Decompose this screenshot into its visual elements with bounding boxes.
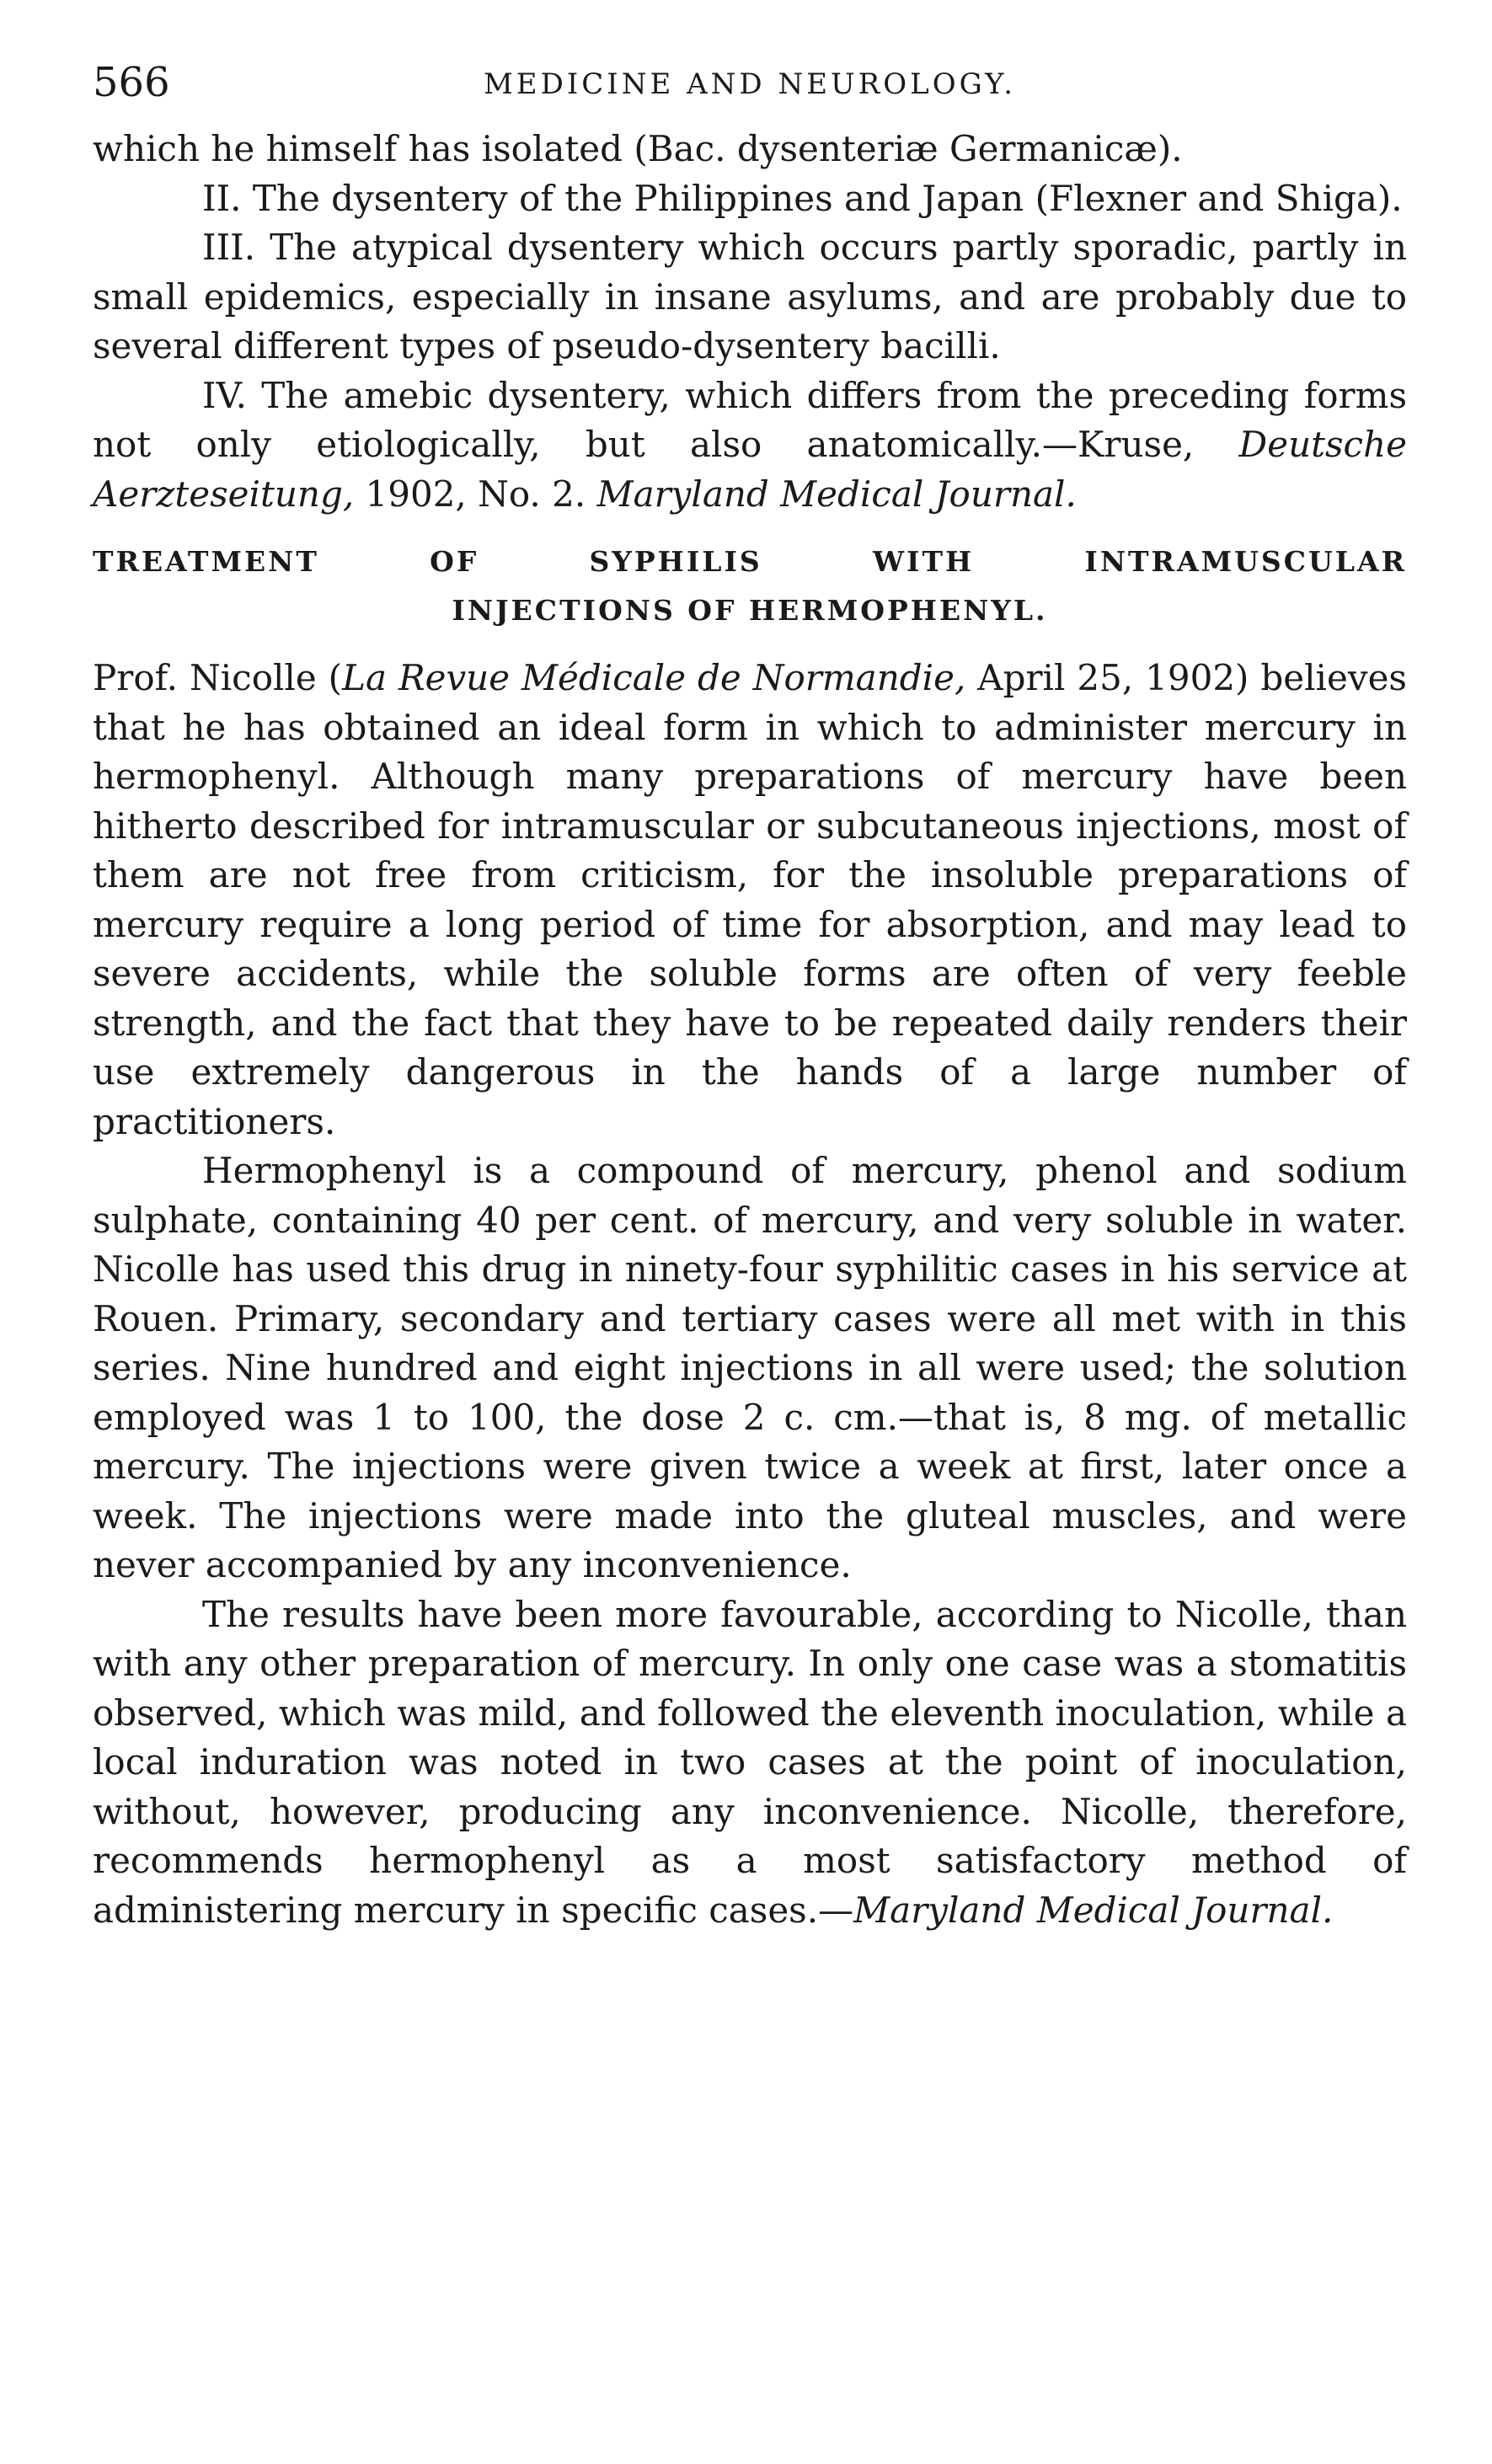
- paragraph: II. The dysentery of the Philippines and Japan (Flexner and Shiga).: [202, 177, 1403, 219]
- paragraph-text: Prof. Nicolle (: [93, 657, 343, 698]
- paragraph: [93, 654, 1407, 1146]
- journal-citation: Maryland Medical Journal.: [596, 473, 1077, 515]
- citation-details: 1902, No. 2.: [354, 473, 597, 515]
- dysentery-article-continuation: [93, 125, 1407, 519]
- heading-line: INJECTIONS OF HERMOPHENYL.: [452, 594, 1048, 627]
- paragraph-text: The results have been more favourable, according to Nicolle, than with any other preparation of mercury. In only one case was a stomatitis observed, which was mild, and followed the eleventh inoculation, while a local induration was noted in two cases at the point of inoculation, without, however, producing any inconvenience. Nicolle, therefore, recommends hermophenyl as a most satisfactory method of administering mercury in specific cases.—: [93, 1593, 1407, 1931]
- running-title: MEDICINE AND NEUROLOGY.: [483, 67, 1017, 101]
- syphilis-article: [93, 654, 1407, 1935]
- book-page: [93, 51, 1407, 1935]
- journal-citation: Deutsche Aerzteseitung,: [93, 424, 1407, 515]
- heading-line: TREATMENT OF SYPHILIS WITH INTRAMUSCULAR: [93, 545, 1407, 578]
- journal-citation: Maryland Medical Journal.: [853, 1889, 1334, 1931]
- running-head: [93, 51, 1407, 110]
- page-number: 566: [93, 59, 170, 106]
- paragraph: [93, 1590, 1407, 1936]
- article-heading: [93, 537, 1407, 635]
- paragraph-text: April 25, 1902) believes that he has obtained an ideal form in which to administer mercury in hermophenyl. Although many preparations of mercury have been hitherto described for intramuscular or subcutaneous injections, most of them are not free from criticism, for the insoluble preparations of mercury require a long period of time for absorption, and may lead to severe accidents, while the soluble forms are often of very feeble strength, and the fact that they have to be repeated daily renders their use extremely dangerous in the hands of a large number of practitioners.: [93, 657, 1407, 1142]
- paragraph: [93, 371, 1407, 520]
- paragraph: III. The atypical dysentery which occurs partly sporadic, partly in small epidemics, especially in insane asylums, and are probably due to several different types of pseudo-dysentery bacilli.: [93, 227, 1407, 366]
- paragraph-text: IV. The amebic dysentery, which differs from the preceding forms not only etiologically, but also anatomically.—Kruse,: [93, 374, 1407, 465]
- paragraph: Hermophenyl is a compound of mercury, phenol and sodium sulphate, containing 40 per cent. of mercury, and very soluble in water. Nicolle has used this drug in ninety-four syphilitic cases in his service at Rouen. Primary, secondary and tertiary cases were all met with in this series. Nine hundred and eight injections in all were used; the solution employed was 1 to 100, the dose 2 c. cm.—that is, 8 mg. of metallic mercury. The injections were given twice a week at first, later once a week. The injections were made into the gluteal muscles, and were never accompanied by any inconvenience.: [93, 1150, 1407, 1585]
- journal-citation: La Revue Médicale de Normandie,: [342, 657, 966, 698]
- paragraph: which he himself has isolated (Bac. dysenteriæ Germanicæ).: [93, 128, 1183, 169]
